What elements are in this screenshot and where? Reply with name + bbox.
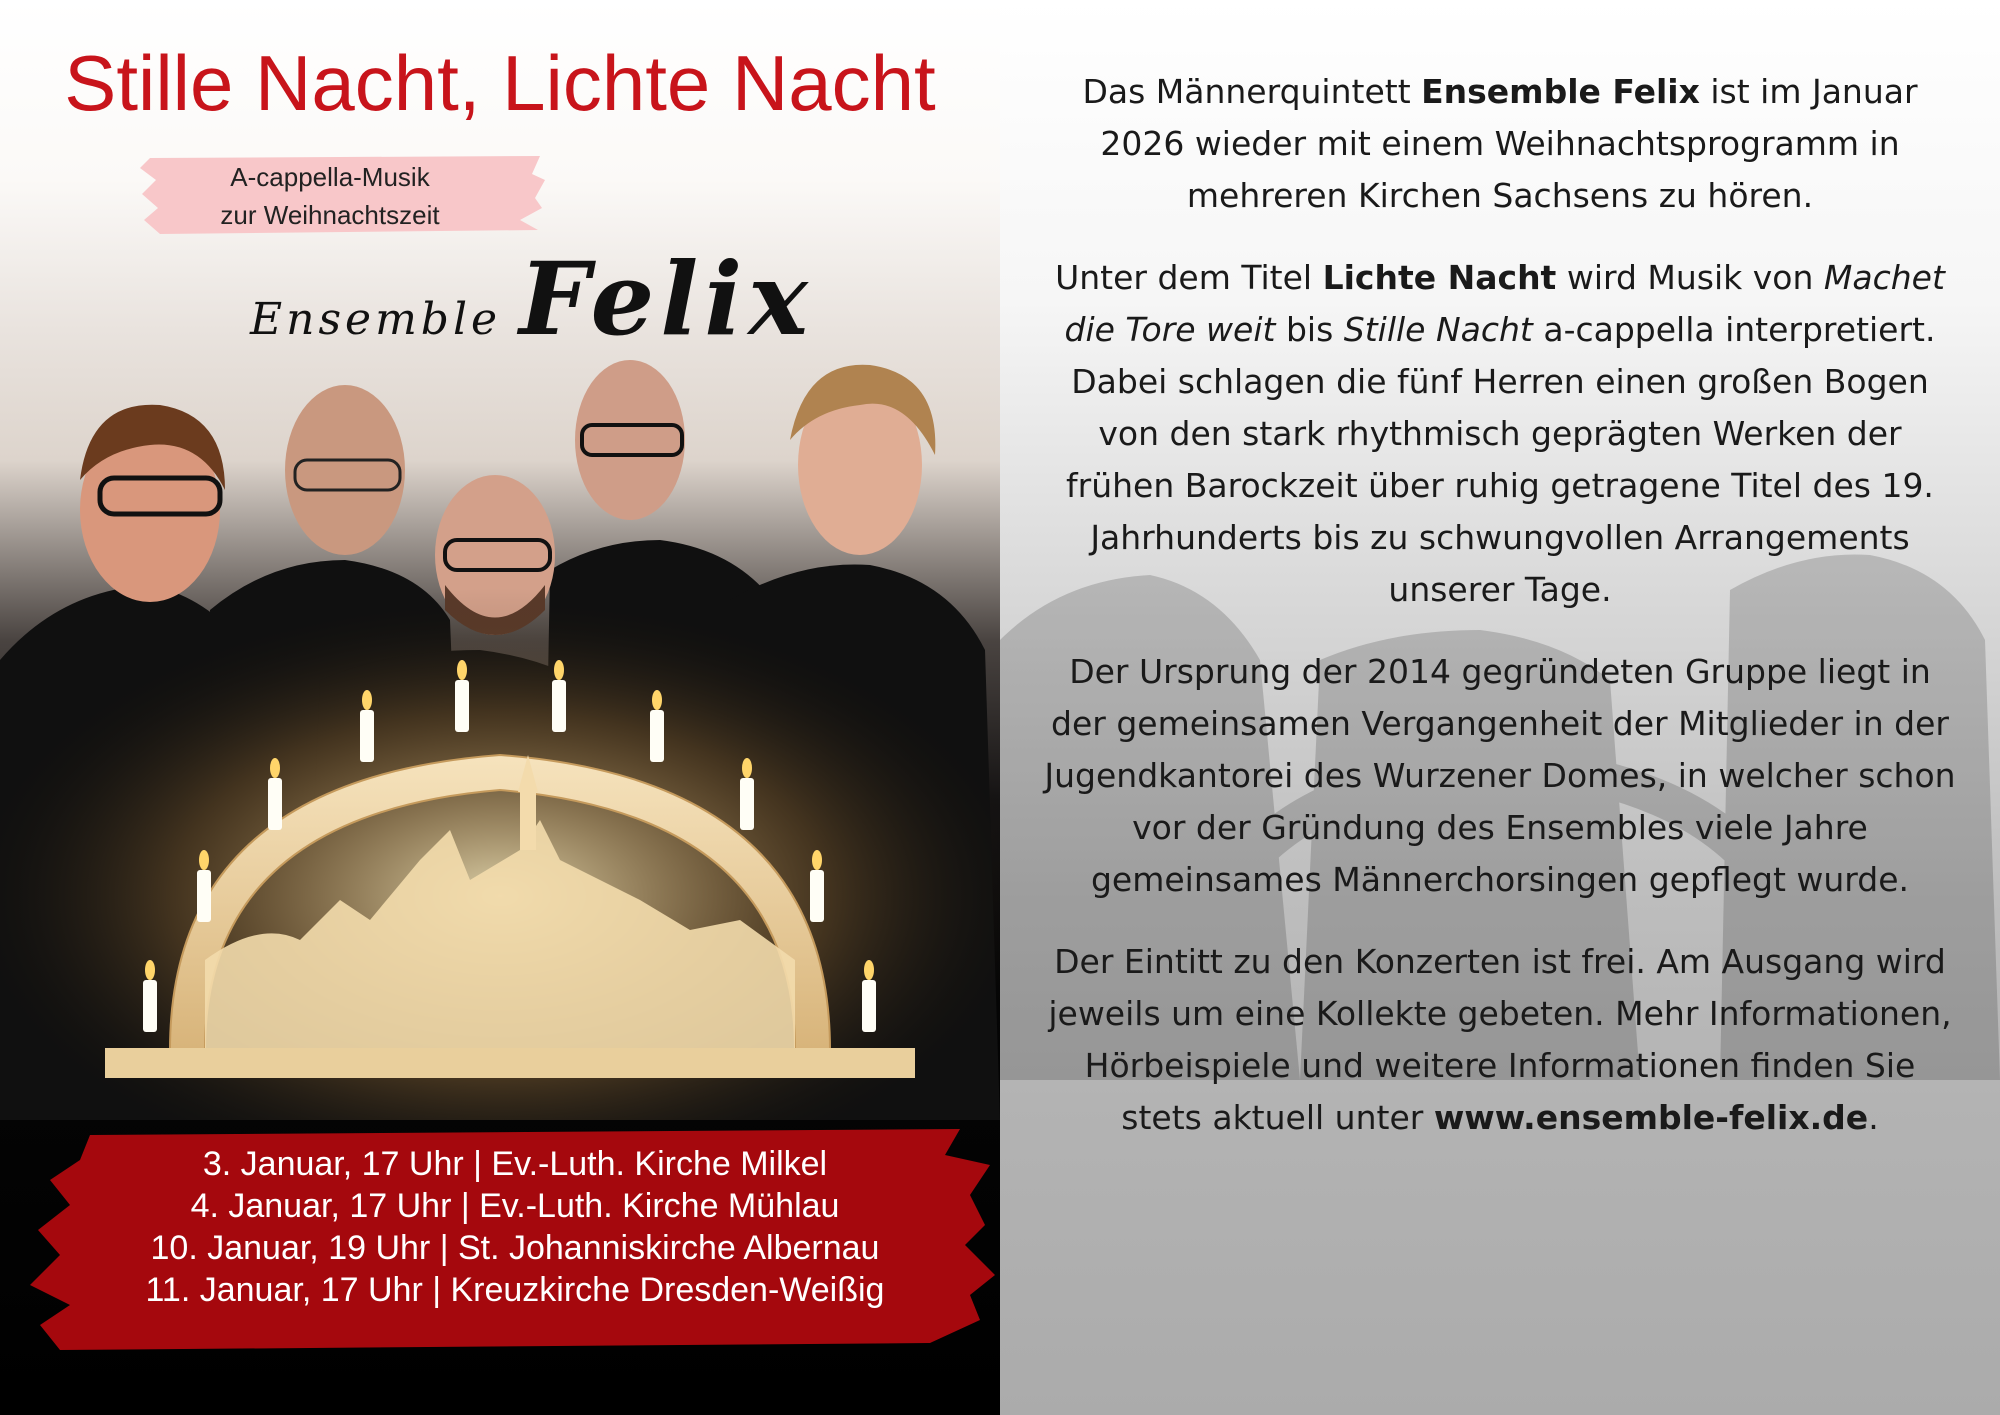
poster-subtitle [160,158,500,234]
date-item: 3. Januar, 17 Uhr | Ev.-Luth. Kirche Milkel [202,1145,828,1183]
date-item: 11. Januar, 17 Uhr | Kreuzkirche Dresden-Weißig [145,1271,885,1309]
group-photo [0,360,1000,1120]
website-link[interactable]: www.ensemble-felix.de [1433,1098,1869,1137]
info-panel [1000,0,2000,1415]
subtitle-line-2: zur Weihnachtszeit [220,200,440,230]
date-item: 4. Januar, 17 Uhr | Ev.-Luth. Kirche Mühlau [190,1187,840,1225]
logo-ensemble-text: Ensemble [250,294,502,345]
paragraph-intro: Das Männerquintett Ensemble Felix ist im Januar 2026 wieder mit einem Weihnachtsprogramm in mehreren Kirchen Sachsens zu hören. [1082,72,1918,215]
paragraph-program: Unter dem Titel Lichte Nacht wird Musik von Machet die Tore weit bis Stille Nacht a-cappella interpretiert. Dabei schlagen die fünf Herren einen großen Bogen von den stark rhythmisch geprägten Werken der frühen Barockzeit über ruhig getragene Titel des 19. Jahrhunderts bis zu schwungvollen Arrangements unserer Tage. [1055,258,1945,609]
subtitle-line-1: A-cappella-Musik [230,162,430,192]
info-text [1040,66,1960,1174]
date-item: 10. Januar, 19 Uhr | St. Johanniskirche Albernau [150,1229,880,1267]
ensemble-logo [250,240,814,358]
concert-dates [0,1125,1000,1355]
paragraph-history: Der Ursprung der 2014 gegründeten Gruppe liegt in der gemeinsamen Vergangenheit der Mitglieder in der Jugendkantorei des Wurzener Domes, in welcher schon vor der Gründung des Ensembles viele Jahre gemeinsames Männerchorsingen gepflegt wurde. [1044,652,1956,899]
logo-felix-text: Felix [519,240,814,358]
poster-title: Stille Nacht, Lichte Nacht [64,39,936,127]
dates-list [40,1143,990,1311]
paragraph-admission: Der Eintitt zu den Konzerten ist frei. Am Ausgang wird jeweils um eine Kollekte gebeten. Mehr Informationen, Hörbeispiele und weitere Informationen finden Sie stets aktuell unter www.ensemble-felix.de. [1048,942,1952,1137]
